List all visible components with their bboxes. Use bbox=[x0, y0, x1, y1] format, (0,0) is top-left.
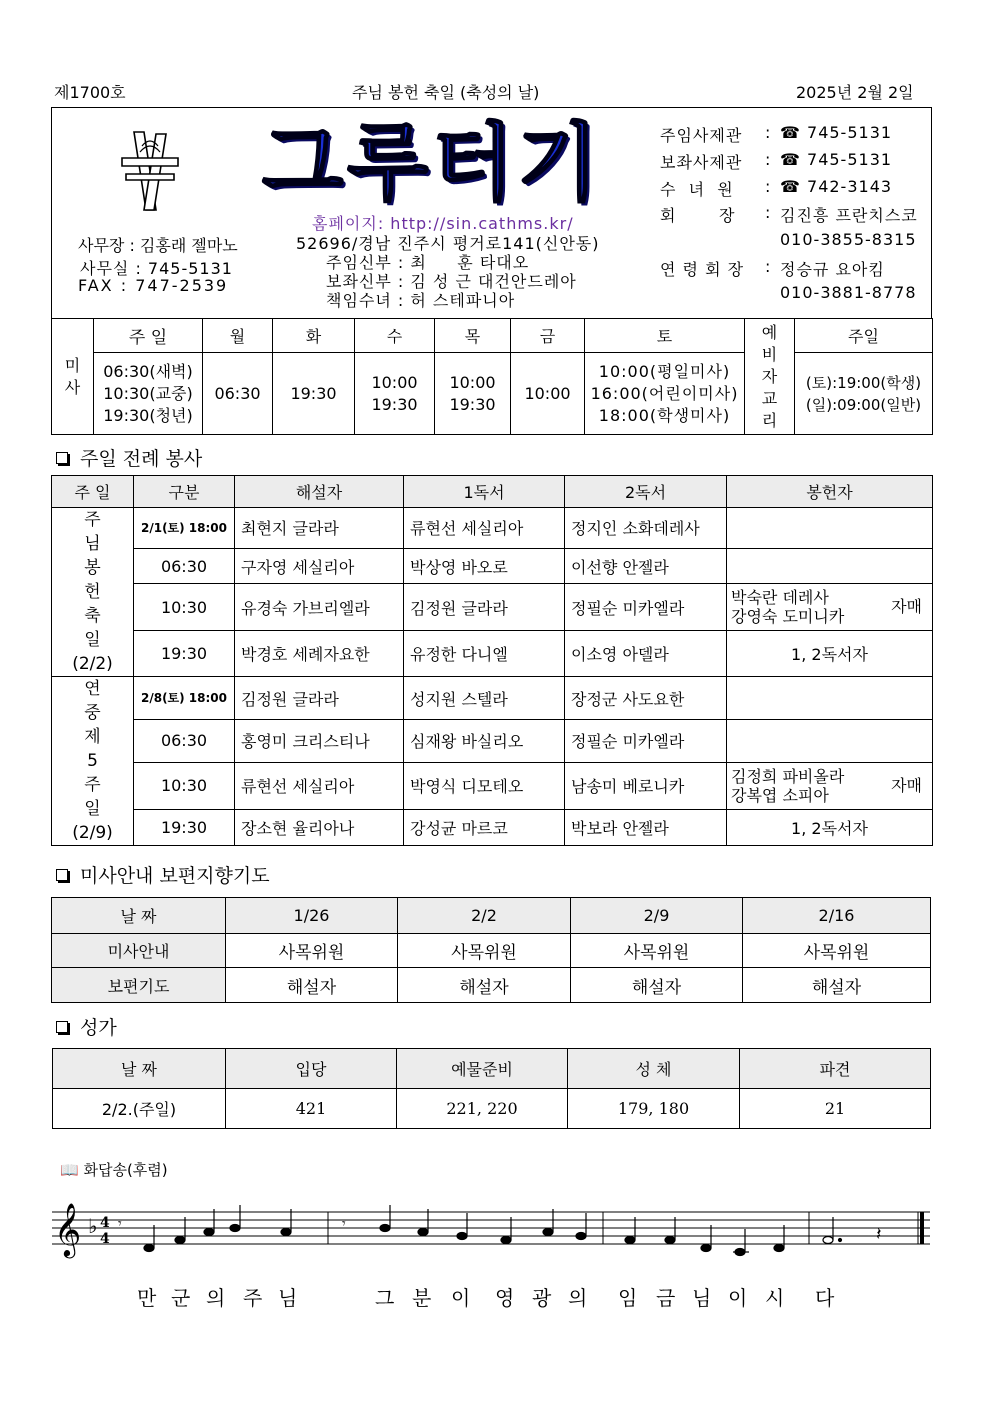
book-icon: 📖 bbox=[60, 1161, 79, 1179]
issue-date: 2025년 2월 2일 bbox=[796, 83, 914, 102]
svg-text:4: 4 bbox=[100, 1231, 110, 1247]
liturgy-header: 구분 bbox=[134, 476, 235, 508]
liturgy-header: 해설자 bbox=[235, 476, 404, 508]
group-date: (2/9) bbox=[72, 823, 113, 843]
sunday-mass-times bbox=[94, 353, 203, 435]
table-row bbox=[52, 762, 933, 809]
guide-cell: 사목위원 bbox=[398, 934, 571, 968]
offering-note: 자매 bbox=[891, 597, 922, 617]
guide-cell: 사목위원 bbox=[226, 934, 398, 968]
liturgy-header: 2독서 bbox=[565, 476, 727, 508]
commentator: 박경호 세례자요한 bbox=[235, 631, 404, 677]
lyric-syllable: 주 bbox=[243, 1286, 263, 1310]
contact-value: ☎ 745-5131 bbox=[780, 123, 893, 142]
reader-2: 정지인 소화데레사 bbox=[565, 508, 727, 549]
mass-time: 18:00(학생미사) bbox=[598, 405, 731, 425]
svg-text:𝄽: 𝄽 bbox=[876, 1224, 882, 1245]
section-title-text: 성가 bbox=[80, 1017, 117, 1039]
lyric-syllable: 군 bbox=[171, 1286, 191, 1310]
hymn-entrance: 421 bbox=[226, 1089, 397, 1129]
table-row bbox=[52, 934, 931, 968]
lyric-syllable: 금 bbox=[656, 1286, 676, 1310]
mass-time: 10:00(평일미사) bbox=[598, 361, 731, 381]
assistant-priest: 보좌신부 : 김 성 근 대건안드레아 bbox=[326, 272, 577, 291]
reader-2: 이선향 안젤라 bbox=[565, 548, 727, 584]
svg-text:𝄞: 𝄞 bbox=[54, 1202, 82, 1256]
liturgy-header: 1독서 bbox=[404, 476, 565, 508]
hymns-header: 입당 bbox=[226, 1049, 397, 1089]
hymns-header: 예물준비 bbox=[397, 1049, 568, 1089]
mass-header-sunday: 주 일 bbox=[94, 319, 203, 353]
guide-cell: 해설자 bbox=[743, 968, 931, 1003]
svg-text:♭: ♭ bbox=[88, 1214, 98, 1238]
contact-sep: : bbox=[765, 257, 772, 276]
liturgy-header: 주 일 bbox=[52, 476, 134, 508]
mass-time: 10:00 bbox=[449, 372, 496, 392]
service-time: 10:30 bbox=[134, 584, 235, 631]
contact-sep: : bbox=[765, 150, 772, 169]
offering: 1, 2독서자 bbox=[727, 631, 933, 677]
section-title-text: 주일 전례 봉사 bbox=[80, 448, 203, 470]
contact-sep: : bbox=[765, 123, 772, 142]
lyric-syllable: 광 bbox=[532, 1286, 552, 1310]
lyric-syllable: 이 bbox=[728, 1286, 748, 1310]
service-time: 19:30 bbox=[134, 631, 235, 677]
lyric-syllable: 의 bbox=[206, 1286, 226, 1310]
hymns-table bbox=[52, 1048, 931, 1129]
lyric-syllable: 다 bbox=[815, 1286, 835, 1310]
mass-time: 19:30 bbox=[449, 394, 496, 414]
reader-1: 박영식 디모테오 bbox=[404, 762, 565, 809]
contact-value: 김진흥 프란치스코 bbox=[780, 206, 918, 225]
reader-2: 이소영 아델라 bbox=[565, 631, 727, 677]
catechumen-times bbox=[795, 353, 933, 435]
service-time: 2/8(토) 18:00 bbox=[134, 677, 235, 720]
catechumen-label: 예 비 자 교 리 bbox=[745, 319, 795, 435]
lyric-syllable: 의 bbox=[568, 1286, 588, 1310]
reader-2: 정필순 미카엘라 bbox=[565, 720, 727, 762]
hymn-date: 2/2.(주일) bbox=[53, 1089, 226, 1129]
liturgy-header: 봉헌자 bbox=[727, 476, 933, 508]
service-time: 06:30 bbox=[134, 548, 235, 584]
offering bbox=[727, 508, 933, 549]
liturgy-group-name bbox=[52, 677, 134, 846]
contact-value: 010-3881-8778 bbox=[780, 283, 917, 302]
mass-time: 16:00(어린이미사) bbox=[590, 383, 739, 403]
reader-1: 박상영 바오로 bbox=[404, 548, 565, 584]
table-row bbox=[52, 631, 933, 677]
office-phone: 사무실 : 745-5131 bbox=[80, 259, 233, 278]
catechumen-time: (토):19:00(학생) bbox=[805, 373, 922, 392]
lyric-syllable: 님 bbox=[278, 1286, 298, 1310]
guide-cell: 사목위원 bbox=[571, 934, 743, 968]
wed-mass-times bbox=[355, 353, 435, 435]
contact-value: 010-3855-8315 bbox=[780, 230, 917, 249]
mass-time: 19:30(청년) bbox=[103, 405, 193, 425]
lyric-syllable: 분 bbox=[412, 1286, 432, 1310]
group-name-vertical: 연중제5주일 bbox=[84, 679, 101, 819]
reader-1: 강성균 마르코 bbox=[404, 809, 565, 845]
section-guide-title bbox=[56, 861, 270, 888]
lyric-syllable: 임 bbox=[618, 1286, 638, 1310]
mass-header-catechumen-sunday: 주일 bbox=[795, 319, 933, 353]
sat-mass-times bbox=[585, 353, 745, 435]
service-time: 2/1(토) 18:00 bbox=[134, 508, 235, 549]
hymn-offertory: 221, 220 bbox=[397, 1089, 568, 1129]
offering-names: 김정희 파비올라 강복엽 소피아 bbox=[731, 766, 845, 805]
table-row bbox=[52, 809, 933, 845]
commentator: 구자영 세실리아 bbox=[235, 548, 404, 584]
catechumen-time: (일):09:00(일반) bbox=[805, 395, 922, 414]
mass-header-tue: 화 bbox=[273, 319, 355, 353]
music-score bbox=[52, 1195, 932, 1275]
guide-row-label: 보편기도 bbox=[52, 968, 226, 1003]
section-title-text: 미사안내 보편지향기도 bbox=[80, 865, 270, 887]
offering: 1, 2독서자 bbox=[727, 809, 933, 845]
liturgy-table bbox=[51, 475, 933, 846]
offering bbox=[727, 677, 933, 720]
svg-text:𝄾: 𝄾 bbox=[118, 1216, 122, 1232]
lyric-syllable: 영 bbox=[495, 1286, 515, 1310]
square-bullet-icon bbox=[56, 452, 68, 464]
fri-mass-time: 10:00 bbox=[511, 353, 585, 435]
reader-2: 남송미 베로니카 bbox=[565, 762, 727, 809]
guide-header: 2/2 bbox=[398, 898, 571, 934]
lyric-syllable: 이 bbox=[451, 1286, 471, 1310]
psalm-title-text: 화답송(후렴) bbox=[83, 1161, 168, 1179]
guide-cell: 해설자 bbox=[571, 968, 743, 1003]
guide-header: 2/9 bbox=[571, 898, 743, 934]
mass-time: 10:00 bbox=[371, 372, 418, 392]
offering bbox=[727, 762, 933, 809]
reader-1: 류현선 세실리아 bbox=[404, 508, 565, 549]
masthead-title: 그루터기 bbox=[262, 114, 603, 212]
guide-header: 1/26 bbox=[226, 898, 398, 934]
mass-header-thu: 목 bbox=[435, 319, 511, 353]
guide-cell: 해설자 bbox=[398, 968, 571, 1003]
service-time: 06:30 bbox=[134, 720, 235, 762]
contact-value: ☎ 745-5131 bbox=[780, 150, 893, 169]
mass-header-sat: 토 bbox=[585, 319, 745, 353]
table-row bbox=[52, 677, 933, 720]
table-row bbox=[53, 1089, 931, 1129]
contact-value: 정승규 요아킴 bbox=[780, 260, 885, 279]
guide-cell: 사목위원 bbox=[743, 934, 931, 968]
issue-number: 제1700호 bbox=[54, 83, 126, 102]
contact-value: ☎ 742-3143 bbox=[780, 177, 893, 196]
hymn-dismissal: 21 bbox=[740, 1089, 931, 1129]
reader-1: 심재왕 바실리오 bbox=[404, 720, 565, 762]
reader-2: 장정군 사도요한 bbox=[565, 677, 727, 720]
reader-2: 박보라 안젤라 bbox=[565, 809, 727, 845]
guide-header: 날 짜 bbox=[52, 898, 226, 934]
contact-sep: : bbox=[765, 203, 772, 222]
parish-address: 52696/경남 진주시 평거로141(신안동) bbox=[296, 234, 600, 253]
guide-row-label: 미사안내 bbox=[52, 934, 226, 968]
table-row bbox=[52, 584, 933, 631]
section-hymns-title bbox=[56, 1013, 117, 1040]
thu-mass-times bbox=[435, 353, 511, 435]
square-bullet-icon bbox=[56, 869, 68, 881]
hymn-communion: 179, 180 bbox=[568, 1089, 740, 1129]
group-name-vertical: 주님봉헌축일 bbox=[84, 510, 101, 650]
offering bbox=[727, 584, 933, 631]
homepage-link[interactable]: 홈페이지: http://sin.cathms.kr/ bbox=[312, 214, 574, 233]
tue-mass-time: 19:30 bbox=[273, 353, 355, 435]
lyric-syllable: 만 bbox=[137, 1286, 157, 1310]
table-row bbox=[52, 548, 933, 584]
contact-label: 수 녀 원 bbox=[660, 180, 734, 199]
contact-sep: : bbox=[765, 177, 772, 196]
offering-note: 자매 bbox=[891, 775, 922, 795]
table-row bbox=[52, 508, 933, 549]
offering bbox=[727, 548, 933, 584]
reader-1: 성지원 스텔라 bbox=[404, 677, 565, 720]
reader-1: 김정원 글라라 bbox=[404, 584, 565, 631]
liturgy-group-name bbox=[52, 508, 134, 677]
section-liturgy-title bbox=[56, 444, 202, 471]
guide-cell: 해설자 bbox=[226, 968, 398, 1003]
contact-label: 주임사제관 bbox=[660, 126, 743, 145]
reader-1: 유정한 다니엘 bbox=[404, 631, 565, 677]
mass-time: 06:30(새벽) bbox=[103, 361, 193, 381]
mass-header-fri: 금 bbox=[511, 319, 585, 353]
commentator: 김정원 글라라 bbox=[235, 677, 404, 720]
table-row bbox=[52, 720, 933, 762]
pastor: 주임신부 : 최 훈 타대오 bbox=[326, 253, 530, 272]
offering bbox=[727, 720, 933, 762]
psalm-title bbox=[60, 1159, 168, 1180]
hymns-header: 날 짜 bbox=[53, 1049, 226, 1089]
contact-label: 회 장 bbox=[660, 206, 736, 225]
mass-row-label: 미 사 bbox=[52, 319, 94, 435]
lyric-syllable: 시 bbox=[765, 1286, 785, 1310]
commentator: 최현지 글라라 bbox=[235, 508, 404, 549]
mass-time: 19:30 bbox=[371, 394, 418, 414]
lyric-syllable: 님 bbox=[692, 1286, 712, 1310]
responsible-nun: 책임수녀 : 허 스테파니아 bbox=[326, 291, 516, 310]
service-time: 10:30 bbox=[134, 762, 235, 809]
office-fax: FAX : 747-2539 bbox=[78, 276, 229, 295]
square-bullet-icon bbox=[56, 1021, 68, 1033]
table-row bbox=[52, 968, 931, 1003]
group-date: (2/2) bbox=[72, 654, 113, 674]
commentator: 홍영미 크리스티나 bbox=[235, 720, 404, 762]
hymns-header: 파견 bbox=[740, 1049, 931, 1089]
mon-mass-time: 06:30 bbox=[203, 353, 273, 435]
office-manager: 사무장 : 김홍래 젤마노 bbox=[78, 236, 238, 255]
svg-text:𝄾: 𝄾 bbox=[342, 1216, 346, 1232]
mass-time: 10:30(교중) bbox=[103, 383, 193, 403]
guide-table bbox=[51, 897, 931, 1003]
commentator: 류현선 세실리아 bbox=[235, 762, 404, 809]
feast-title: 주님 봉헌 축일 (축성의 날) bbox=[352, 83, 540, 102]
mass-schedule-table bbox=[51, 318, 933, 435]
contact-label: 연 령 회 장 bbox=[660, 260, 745, 279]
svg-text:4: 4 bbox=[100, 1215, 110, 1231]
reader-2: 정필순 미카엘라 bbox=[565, 584, 727, 631]
contact-label: 보좌사제관 bbox=[660, 153, 743, 172]
parish-logo-icon bbox=[120, 128, 180, 213]
commentator: 장소현 율리아나 bbox=[235, 809, 404, 845]
mass-header-wed: 수 bbox=[355, 319, 435, 353]
mass-header-mon: 월 bbox=[203, 319, 273, 353]
offering-names: 박숙란 데레사 강영숙 도미니카 bbox=[731, 588, 845, 627]
service-time: 19:30 bbox=[134, 809, 235, 845]
commentator: 유경숙 가브리엘라 bbox=[235, 584, 404, 631]
guide-header: 2/16 bbox=[743, 898, 931, 934]
hymns-header: 성 체 bbox=[568, 1049, 740, 1089]
lyric-syllable: 그 bbox=[375, 1286, 395, 1310]
